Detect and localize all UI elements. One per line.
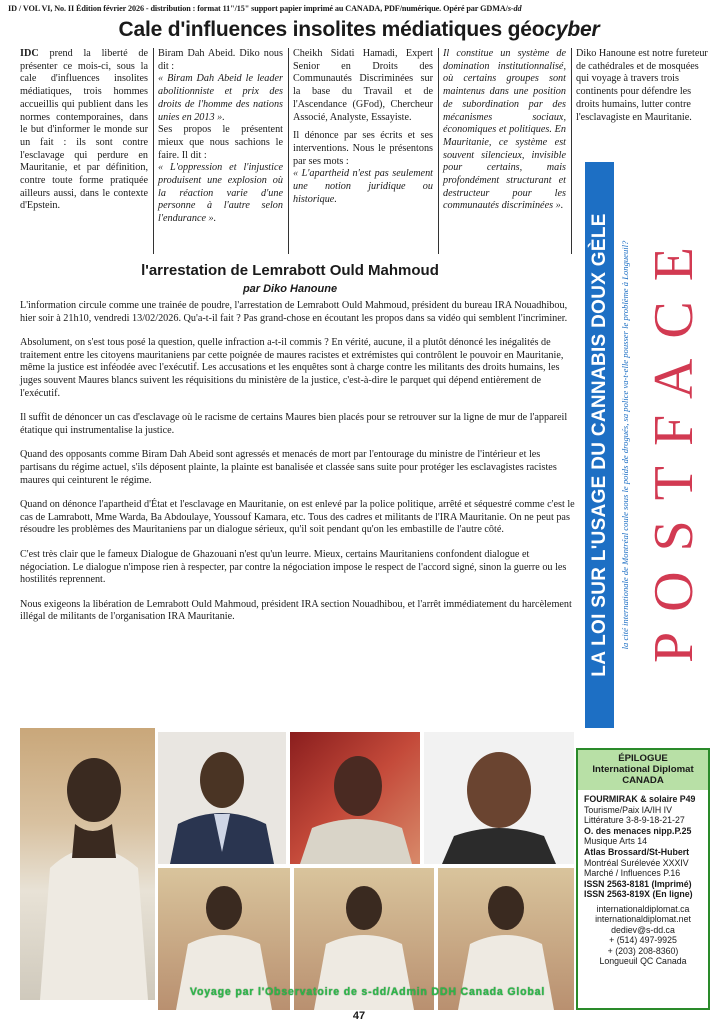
column-divider <box>288 48 289 254</box>
article-title: l'arrestation de Lemrabott Ould Mahmoud <box>141 262 439 279</box>
website-link[interactable]: internationaldiplomat.ca <box>596 903 690 914</box>
photo-cheikh-sidati <box>290 732 420 864</box>
column-divider <box>153 48 154 254</box>
toc-item: Marché / Influences P.16 <box>584 868 681 879</box>
toc-item: Tourisme/Paix IA/IH IV <box>584 804 672 815</box>
toc-item: ISSN 2563-819X (En ligne) <box>584 889 693 900</box>
table-of-contents <box>578 790 708 900</box>
article-paragraph: Il suffit de dénoncer un cas d'esclavage où le racisme de certains Maures bien placés pour se retrouver sur la ligne de mur de l'appareil étatique qui instrumentalise la justice. <box>20 412 568 436</box>
article-paragraph: Absolument, on s'est tous posé la question, quelle infraction a-t-il commis ? En vérité, aucune, il a plutôt dénoncé les inégalités de traitement entre les citoyens mauritaniens par cette poignée de maures racistes et extrémistes qui contrôlent le pouvoir en Mauritanie, même la justice est inféodée avec l'exécutif. Les accusations et les enquêtes sont à charge contre les militants des droits humains, les juges souvent Maures blancs suivent les réquisitions du ministère de la justice, c'est-à-dire le parquet qui dépend entièrement de l'exécutif. <box>20 337 564 399</box>
intro-column-4: Il constitue un système de domination institutionnalisé, où certains groupes sont maintenus dans une position de subordination par des mécanismes sociaux, économiques et politiques. En Mauritanie, ce système est souvent silencieux, invisible pour certains, mais profondément structurant et destructeur pour les communautés discriminées ». <box>443 48 566 212</box>
postface-title: POSTFACE <box>643 227 705 663</box>
article-body <box>20 300 575 636</box>
photo-diko-hanoune <box>424 732 574 864</box>
toc-item: Musique Arts 14 <box>584 836 648 847</box>
article-byline: par Diko Hanoune <box>242 283 338 295</box>
toc-item: O. des menaces nipp.P.25 <box>584 825 692 836</box>
toc-item: Atlas Brossard/St-Hubert <box>584 846 690 857</box>
toc-item: Littérature 3-8-9-18-21-27 <box>584 815 685 826</box>
cannabis-banner: LA LOI SUR L'USAGE DU CANNABIS DOUX GÈLE <box>585 162 614 728</box>
epilogue-box <box>576 748 710 1010</box>
article-paragraph: Nous exigeons la libération de Lemrabott Ould Mahmoud, président IRA section Nouadhibou, et l'arrêt immédiatement du harcèlement illégal de militants de l'organisation IRA Mauritanie. <box>20 598 572 623</box>
toc-item: FOURMIRAK & solaire P49 <box>584 794 696 804</box>
photo-lemrabott-standing <box>20 728 155 1000</box>
epilogue-header: ÉPILOGUE International Diplomat CANADA <box>578 750 708 790</box>
page-title: Cale d'influences insolites médiatiques géocyber <box>118 18 600 41</box>
column-divider <box>571 48 572 254</box>
column-divider <box>438 48 439 254</box>
article-paragraph: C'est très clair que le fameux Dialogue de Ghazouani n'est qu'un leurre. Mieux, certains Mauritaniens confondent dialogue et négociation. Le dialogue n'impose rien à respecter, par contre la négociation impose le respect de l'accord signé, sinon la guerre ou les hostilités reprennent. <box>20 548 567 586</box>
issue-header: ID / VOL VI, No. II Édition février 2026 - distribution : format 11"/15" support papier imprimé au CANADA, PDF/numérique. Opéré par GDMA/s-dd <box>8 4 522 13</box>
photo-biram <box>158 732 286 864</box>
contact-info <box>578 904 708 966</box>
intro-column-3: Cheikh Sidati Hamadi, Expert Senior en Droits des Communautés Discriminées sur la base du Travail et de l'Ascendance (GFod), Chercheur Associé, Analyste, Essayiste. Il dénonce par ses écrits et ses interventions. Nous le présentons par ses mots : « L'apartheid n'est pas seulement une notion juridique ou historique. <box>293 48 433 205</box>
article-paragraph: Quand on dénonce l'apartheid d'État et l'esclavage en Mauritanie, on est enlevé par la police politique, arrêté et séquestré comme c'est le cas de Lamrabott, Mme Warda, Ba Abdoulaye, Youssouf Kamara, etc. Tous des cadres et militants de l'IRA Mauritanie. On ne peut pas résoudre les problèmes des Mauritaniens par un dialogue sérieux, qu'il soit pendant qu'on les embastille de l'autre côté. <box>20 499 575 536</box>
email-link[interactable]: dediev@s-dd.ca <box>611 924 675 935</box>
photo-caption: Voyage par l'Observatoire de s-dd/Admin DDH Canada Global <box>189 986 546 998</box>
intro-column-5: Diko Hanoune est notre fureteur de cathédrales et de mosquées qui voyage à travers trois continents pour défendre les droits humains, lutter contre l'esclavagiste en Mauritanie. <box>576 48 708 123</box>
toc-item: Montréal Surélevée XXXIV <box>584 857 689 868</box>
phone-number: + (514) 497-9925 <box>609 935 677 946</box>
website-link[interactable]: internationaldiplomat.net <box>595 914 691 925</box>
montreal-tagline: la cité internationale de Montréal coule sous le poids de drogués, sa police va-t-elle pousser le problème à Longueuil? <box>620 240 630 650</box>
page-number: 47 <box>352 1010 366 1022</box>
article-paragraph: Quand des opposants comme Biram Dah Abeid sont agressés et menacés de mort par l'entourage du ministre de l'intérieur et les partisans du régime actuel, s'ils déposent plainte, la plainte est banalisée et classée sans suite pour protéger les esclavagistes racistes maures qui ceinturent le régime. <box>20 449 557 486</box>
article-paragraph: L'information circule comme une trainée de poudre, l'arrestation de Lemrabott Ould Mahmoud, président du bureau IRA Nouadhibou, hier soir à 21h10, vendredi 13/02/2026. Qu'a-t-il fait ? Pas grand-chose en écoutant les propos dans sa vidéo qui semblent l'incriminer. <box>20 300 568 324</box>
intro-column-1: IDC prend la liberté de présenter ce mois-ci, sous la cale d'influences insolites médiatiques, trois hommes accueillis qui publient dans les normes contemporaines, dans le but d'informer le monde sur un fait : ils sont contre l'esclavage qui perdure en Mauritanie, et par définition, contre toute forme pratiquée ailleurs aussi, dans le contexte d'Epstein. <box>20 48 148 212</box>
intro-column-2: Biram Dah Abeid. Diko nous dit : « Biram Dah Abeid le leader abolitionniste et prix des droits de l'homme des nations unies en 2013 ». Ses propos le présentent mieux que nous sachions le faire. Il dit : « L'oppression et l'injustice produisent une explosion où la réaction varie d'une personne à l'autre selon l'endurance ». <box>158 48 283 225</box>
phone-number: + (203) 208-8360) <box>607 945 679 956</box>
toc-item: ISSN 2563-8181 (Imprimé) <box>584 878 692 889</box>
location: Longueuil QC Canada <box>599 955 687 966</box>
